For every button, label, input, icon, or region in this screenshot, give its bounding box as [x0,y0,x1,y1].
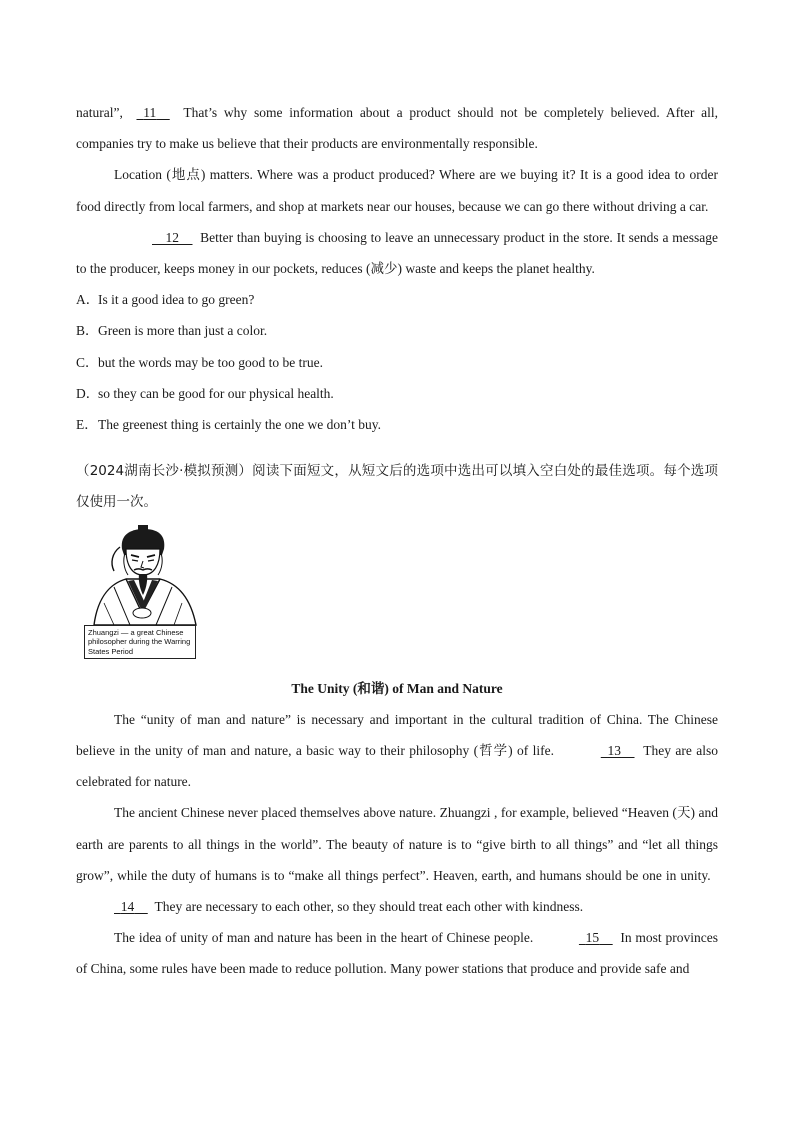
blank-11: 11 [143,105,157,120]
passage-paragraph-3: The idea of unity of man and nature has been in the heart of Chinese people. 15 In most provinces of China, some rules have been made to reduce pollution. Many power stations that produce and provide safe and [76,922,718,984]
paragraph-1-text-2: companies try to make us believe that their products are environmentally responsible. [76,136,538,152]
zhuangzi-illustration [84,525,202,663]
blank-13: 13 [607,743,622,759]
paragraph-1-lead: natural”, [76,105,123,120]
question-instruction: （2024湖南长沙·模拟预测）阅读下面短文，从短文后的选项中选出可以填入空白处的最佳选项。每个选项仅使用一次。 [76,463,718,511]
paragraph-1-text: That’s why some information about a product should not be completely believed. After all, [183,105,719,120]
option-e: E．The greenest thing is certainly the one we don’t buy. [76,417,382,433]
option-a: A．Is it a good idea to go green? [76,292,255,308]
blank-15: 15 [585,930,600,946]
option-b: B．Green is more than just a color. [76,323,268,339]
paragraph-2: Location (地点) matters. Where was a product produced? Where are we buying it? It is a good idea to order food directly from local farmers, and shop at markets near our houses, because we can go there without driving a car. [76,167,718,214]
paragraph-1 [76,97,718,159]
paragraph-3-text: Better than buying is choosing to leave an unnecessary product in the store. It sends a message to the producer, keeps money in our pockets, reduces (减少) waste and keeps the planet healthy. [76,229,719,277]
passage-title: The Unity (和谐) of Man and Nature [291,680,503,696]
blank-12: 12 [165,229,179,245]
passage-paragraph-1: The “unity of man and nature” is necessary and important in the cultural tradition of China. The Chinese believe in the unity of man and nature, a basic way to their philosophy (哲学) of life. 13 They are also celebrated for nature. [76,711,719,790]
option-c: C．but the words may be too good to be true. [76,354,323,370]
option-d: D．so they can be good for our physical health. [76,385,334,401]
figure-caption: Zhuangzi — a great Chinese philosopher during the Warring States Period [84,625,196,660]
blank-14: 14 [120,899,135,915]
passage-paragraph-2: The ancient Chinese never placed themselves above nature. Zhuangzi , for example, believed “Heaven (天) and earth are parents to all things in the world”. The beauty of nature is to “give birth to all things” and “let all things grow”, while the duty of humans is to “make all things perfect”. Heaven, earth, and humans should be one in unity. 14 They are necessary to each other, so they should treat each other with kindness. [76,797,718,922]
zhuangzi-portrait-icon [84,525,202,629]
page-content [76,97,718,985]
paragraph-3 [76,222,718,284]
options-list [76,284,718,440]
